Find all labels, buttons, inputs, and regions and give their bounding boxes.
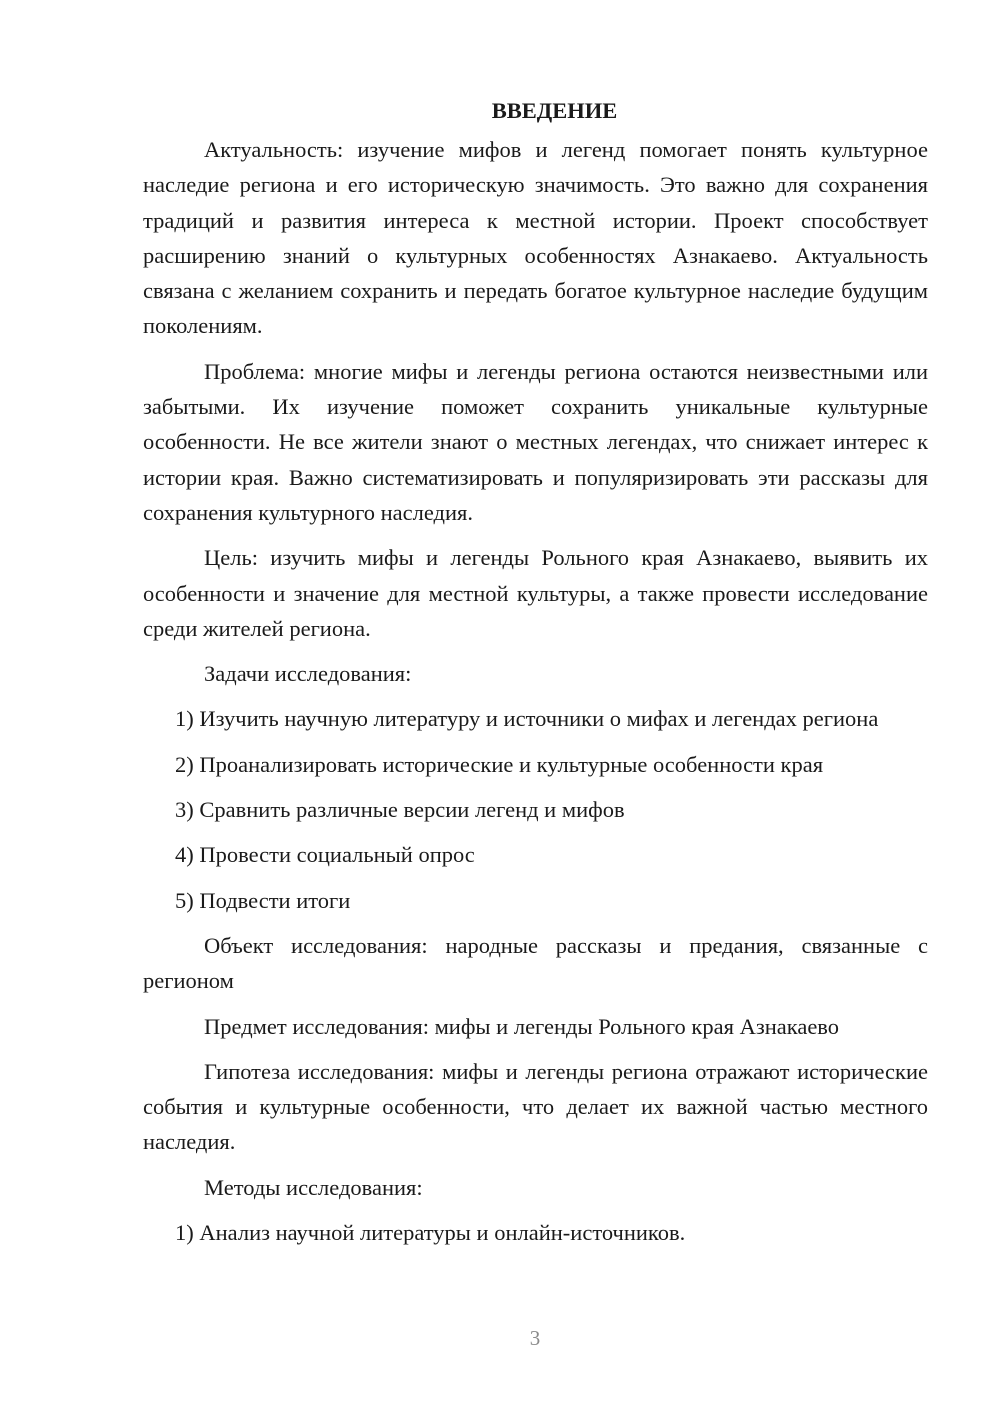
page-number: 3 <box>529 1326 541 1350</box>
task-item-5: 5) Подвести итоги <box>175 887 351 913</box>
method-item-1: 1) Анализ научной литературы и онлайн-источников. <box>175 1220 686 1246</box>
task-item-2: 2) Проанализировать исторические и культурные особенности края <box>175 751 824 777</box>
goal-paragraph: Цель: изучить мифы и легенды Рольного края Азнакаево, выявить их особенности и значение для местной культуры, а также провести исследование среди жителей региона. <box>143 545 928 641</box>
problem-paragraph: Проблема: многие мифы и легенды региона остаются неизвестными или забытыми. Их изучение поможет сохранить уникальные культурные особенности. Не все жители знают о местных легендах, что снижает интерес к истории края. Важно систематизировать и популяризировать эти рассказы для сохранения культурного наследия. <box>143 358 928 525</box>
task-item-1: 1) Изучить научную литературу и источники о мифах и легендах региона <box>175 706 879 732</box>
subject-paragraph: Предмет исследования: мифы и легенды Рольного края Азнакаево <box>204 1013 840 1039</box>
methods-heading: Методы исследования: <box>204 1174 423 1200</box>
relevance-paragraph: Актуальность: изучение мифов и легенд помогает понять культурное наследие региона и его историческую значимость. Это важно для сохранения традиций и развития интереса к местной истории. Проект способствует расширению знаний о культурных особенностях Азнакаево. Актуальность связана с желанием сохранить и передать богатое культурное наследие будущим поколениям. <box>143 137 928 339</box>
task-item-4: 4) Провести социальный опрос <box>175 842 475 868</box>
page-content <box>143 93 928 1250</box>
object-paragraph: Объект исследования: народные рассказы и предания, связанные с регионом <box>143 932 928 994</box>
tasks-heading: Задачи исследования: <box>204 661 412 687</box>
task-item-3: 3) Сравнить различные версии легенд и мифов <box>175 797 625 823</box>
section-title: ВВЕДЕНИЕ <box>491 98 618 123</box>
hypothesis-paragraph: Гипотеза исследования: мифы и легенды региона отражают исторические события и культурные особенности, что делает их важной частью местного наследия. <box>143 1058 928 1155</box>
